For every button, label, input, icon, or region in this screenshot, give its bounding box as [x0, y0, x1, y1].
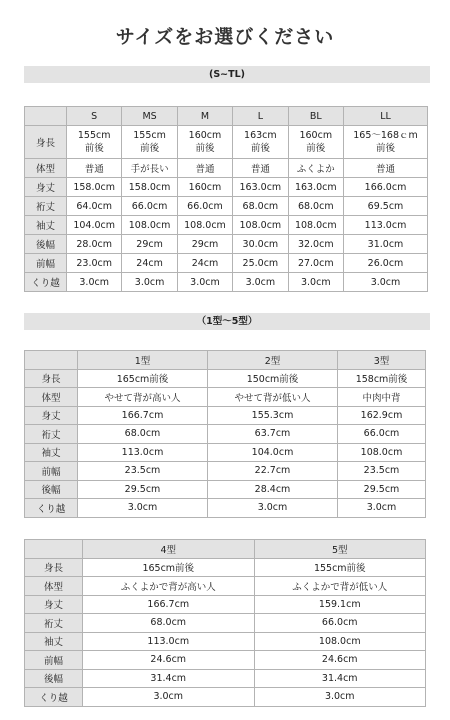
row-label: くり越: [25, 688, 83, 707]
row-label: 身丈: [25, 178, 67, 197]
table-row: [25, 216, 428, 235]
row-label: 身丈: [25, 595, 83, 614]
table-cell: 3.0cm: [288, 273, 343, 292]
size-table-s-tl: [24, 106, 428, 292]
table-row: [25, 577, 426, 596]
cell-line: 155cm: [77, 130, 111, 141]
table-row: [25, 499, 426, 518]
table-cell: 113.0cm: [78, 443, 208, 462]
row-label: 裄丈: [25, 197, 67, 216]
table-cell: 25.0cm: [233, 254, 288, 273]
table-cell: 28.0cm: [67, 235, 122, 254]
table-cell: [122, 126, 177, 159]
table-cell: 3.0cm: [78, 499, 208, 518]
table-cell: やせて背が低い人: [208, 388, 338, 407]
table-cell: 3.0cm: [122, 273, 177, 292]
table-cell: [344, 126, 428, 159]
column-header: L: [233, 107, 288, 126]
table-cell: 29cm: [122, 235, 177, 254]
table-cell: 3.0cm: [338, 499, 426, 518]
row-label: 身丈: [25, 406, 78, 425]
table-cell: 30.0cm: [233, 235, 288, 254]
row-label: 前幅: [25, 462, 78, 481]
table-cell: 24cm: [177, 254, 232, 273]
table-row: [25, 462, 426, 481]
table-row: [25, 614, 426, 633]
cell-line: 163cm: [244, 130, 277, 141]
table-cell: 22.7cm: [208, 462, 338, 481]
row-label: 体型: [25, 388, 78, 407]
table-row: [25, 480, 426, 499]
table-cell: 150cm前後: [208, 369, 338, 388]
table-cell: 68.0cm: [78, 425, 208, 444]
row-label: 体型: [25, 159, 67, 178]
table-cell: 63.7cm: [208, 425, 338, 444]
table-cell: 31.4cm: [83, 669, 255, 688]
table-corner-cell: [25, 540, 83, 559]
row-label: 体型: [25, 577, 83, 596]
table-cell: 24.6cm: [83, 651, 255, 670]
table-corner-cell: [25, 107, 67, 126]
table-cell: 普通: [177, 159, 232, 178]
table-cell: [233, 126, 288, 159]
table-cell: [177, 126, 232, 159]
table-row: [25, 425, 426, 444]
table-cell: 29.5cm: [78, 480, 208, 499]
table-cell: 113.0cm: [83, 632, 255, 651]
table-row: [25, 688, 426, 707]
table-row: [25, 388, 426, 407]
row-label: 前幅: [25, 254, 67, 273]
cell-line: 160cm: [188, 130, 222, 141]
table-row: [25, 197, 428, 216]
table-cell: 66.0cm: [254, 614, 426, 633]
table-cell: 23.0cm: [67, 254, 122, 273]
cell-line: 前後: [250, 143, 270, 154]
table-row: [25, 651, 426, 670]
table-cell: やせて背が高い人: [78, 388, 208, 407]
column-header: 1型: [78, 351, 208, 370]
table-cell: 158.0cm: [67, 178, 122, 197]
column-header: LL: [344, 107, 428, 126]
row-label: 袖丈: [25, 632, 83, 651]
table-cell: 28.4cm: [208, 480, 338, 499]
table-cell: 64.0cm: [67, 197, 122, 216]
row-label: 前幅: [25, 651, 83, 670]
table-row: [25, 443, 426, 462]
cell-line: 前後: [375, 143, 395, 154]
row-label: 身長: [25, 558, 83, 577]
table-cell: 166.7cm: [83, 595, 255, 614]
table-cell: [67, 126, 122, 159]
table-row: [25, 669, 426, 688]
table-cell: 31.4cm: [254, 669, 426, 688]
table-row: [25, 235, 428, 254]
table-cell: 3.0cm: [67, 273, 122, 292]
size-table-type1-3: [24, 350, 426, 518]
column-header: S: [67, 107, 122, 126]
table-row: [25, 595, 426, 614]
table-cell: 68.0cm: [83, 614, 255, 633]
column-header: MS: [122, 107, 177, 126]
column-header: 2型: [208, 351, 338, 370]
table-cell: 普通: [233, 159, 288, 178]
row-label: くり越: [25, 499, 78, 518]
table-row: [25, 273, 428, 292]
size-table-type4-5: [24, 539, 426, 707]
row-label: 袖丈: [25, 216, 67, 235]
column-header: BL: [288, 107, 343, 126]
row-label: 裄丈: [25, 614, 83, 633]
table-cell: 158cm前後: [338, 369, 426, 388]
cell-line: 155cm: [133, 130, 166, 141]
table-cell: 29.5cm: [338, 480, 426, 499]
table-cell: 166.0cm: [344, 178, 428, 197]
table-cell: 66.0cm: [177, 197, 232, 216]
table-cell: 160cm: [177, 178, 232, 197]
table-cell: 68.0cm: [233, 197, 288, 216]
table-cell: 165cm前後: [78, 369, 208, 388]
table-cell: ふくよかで背が低い人: [254, 577, 426, 596]
table-row: [25, 632, 426, 651]
cell-line: 前後: [84, 143, 104, 154]
table-cell: [288, 126, 343, 159]
table-cell: 23.5cm: [338, 462, 426, 481]
table-row: [25, 126, 428, 159]
table-cell: 108.0cm: [233, 216, 288, 235]
cell-line: 165～168ｃm: [353, 130, 418, 141]
table-corner-cell: [25, 351, 78, 370]
table-cell: 166.7cm: [78, 406, 208, 425]
cell-line: 前後: [195, 143, 215, 154]
table-cell: 108.0cm: [254, 632, 426, 651]
table-cell: 155.3cm: [208, 406, 338, 425]
table-cell: 68.0cm: [288, 197, 343, 216]
table-cell: 3.0cm: [83, 688, 255, 707]
page-title: サイズをお選びください: [115, 26, 335, 48]
table-cell: 163.0cm: [288, 178, 343, 197]
table-cell: 26.0cm: [344, 254, 428, 273]
table-cell: 108.0cm: [122, 216, 177, 235]
table-cell: ふくよかで背が高い人: [83, 577, 255, 596]
table-cell: 中肉中背: [338, 388, 426, 407]
table-cell: 3.0cm: [208, 499, 338, 518]
cell-line: 前後: [306, 143, 326, 154]
table-cell: 113.0cm: [344, 216, 428, 235]
table-row: [25, 159, 428, 178]
table-cell: 手が長い: [122, 159, 177, 178]
table-cell: 108.0cm: [177, 216, 232, 235]
table-cell: 29cm: [177, 235, 232, 254]
section-band-type1-5: （1型～5型）: [24, 313, 430, 330]
row-label: 身長: [25, 369, 78, 388]
table-cell: 3.0cm: [254, 688, 426, 707]
table-row: [25, 558, 426, 577]
row-label: くり越: [25, 273, 67, 292]
table-cell: ふくよか: [288, 159, 343, 178]
cell-line: 前後: [140, 143, 160, 154]
table-cell: 69.5cm: [344, 197, 428, 216]
table-row: [25, 254, 428, 273]
table-cell: 32.0cm: [288, 235, 343, 254]
column-header: 5型: [254, 540, 426, 559]
row-label: 後幅: [25, 669, 83, 688]
table-cell: 27.0cm: [288, 254, 343, 273]
table-cell: 普通: [67, 159, 122, 178]
row-label: 裄丈: [25, 425, 78, 444]
table-cell: 24.6cm: [254, 651, 426, 670]
table-cell: 66.0cm: [338, 425, 426, 444]
table-cell: 155cm前後: [254, 558, 426, 577]
table-cell: 165cm前後: [83, 558, 255, 577]
table-cell: 3.0cm: [177, 273, 232, 292]
table-cell: 3.0cm: [233, 273, 288, 292]
table-cell: 24cm: [122, 254, 177, 273]
table-cell: 163.0cm: [233, 178, 288, 197]
table-cell: 31.0cm: [344, 235, 428, 254]
table-cell: 3.0cm: [344, 273, 428, 292]
row-label: 後幅: [25, 235, 67, 254]
table-cell: 104.0cm: [208, 443, 338, 462]
section-band-s-tl: (S~TL): [24, 66, 430, 83]
row-label: 後幅: [25, 480, 78, 499]
row-label: 身長: [25, 126, 67, 159]
column-header: M: [177, 107, 232, 126]
table-cell: 66.0cm: [122, 197, 177, 216]
column-header: 3型: [338, 351, 426, 370]
table-cell: 普通: [344, 159, 428, 178]
table-cell: 162.9cm: [338, 406, 426, 425]
table-row: [25, 178, 428, 197]
cell-line: 160cm: [299, 130, 333, 141]
table-cell: 108.0cm: [288, 216, 343, 235]
table-row: [25, 369, 426, 388]
table-cell: 159.1cm: [254, 595, 426, 614]
row-label: 袖丈: [25, 443, 78, 462]
table-cell: 104.0cm: [67, 216, 122, 235]
table-cell: 23.5cm: [78, 462, 208, 481]
table-cell: 158.0cm: [122, 178, 177, 197]
column-header: 4型: [83, 540, 255, 559]
table-cell: 108.0cm: [338, 443, 426, 462]
table-row: [25, 406, 426, 425]
